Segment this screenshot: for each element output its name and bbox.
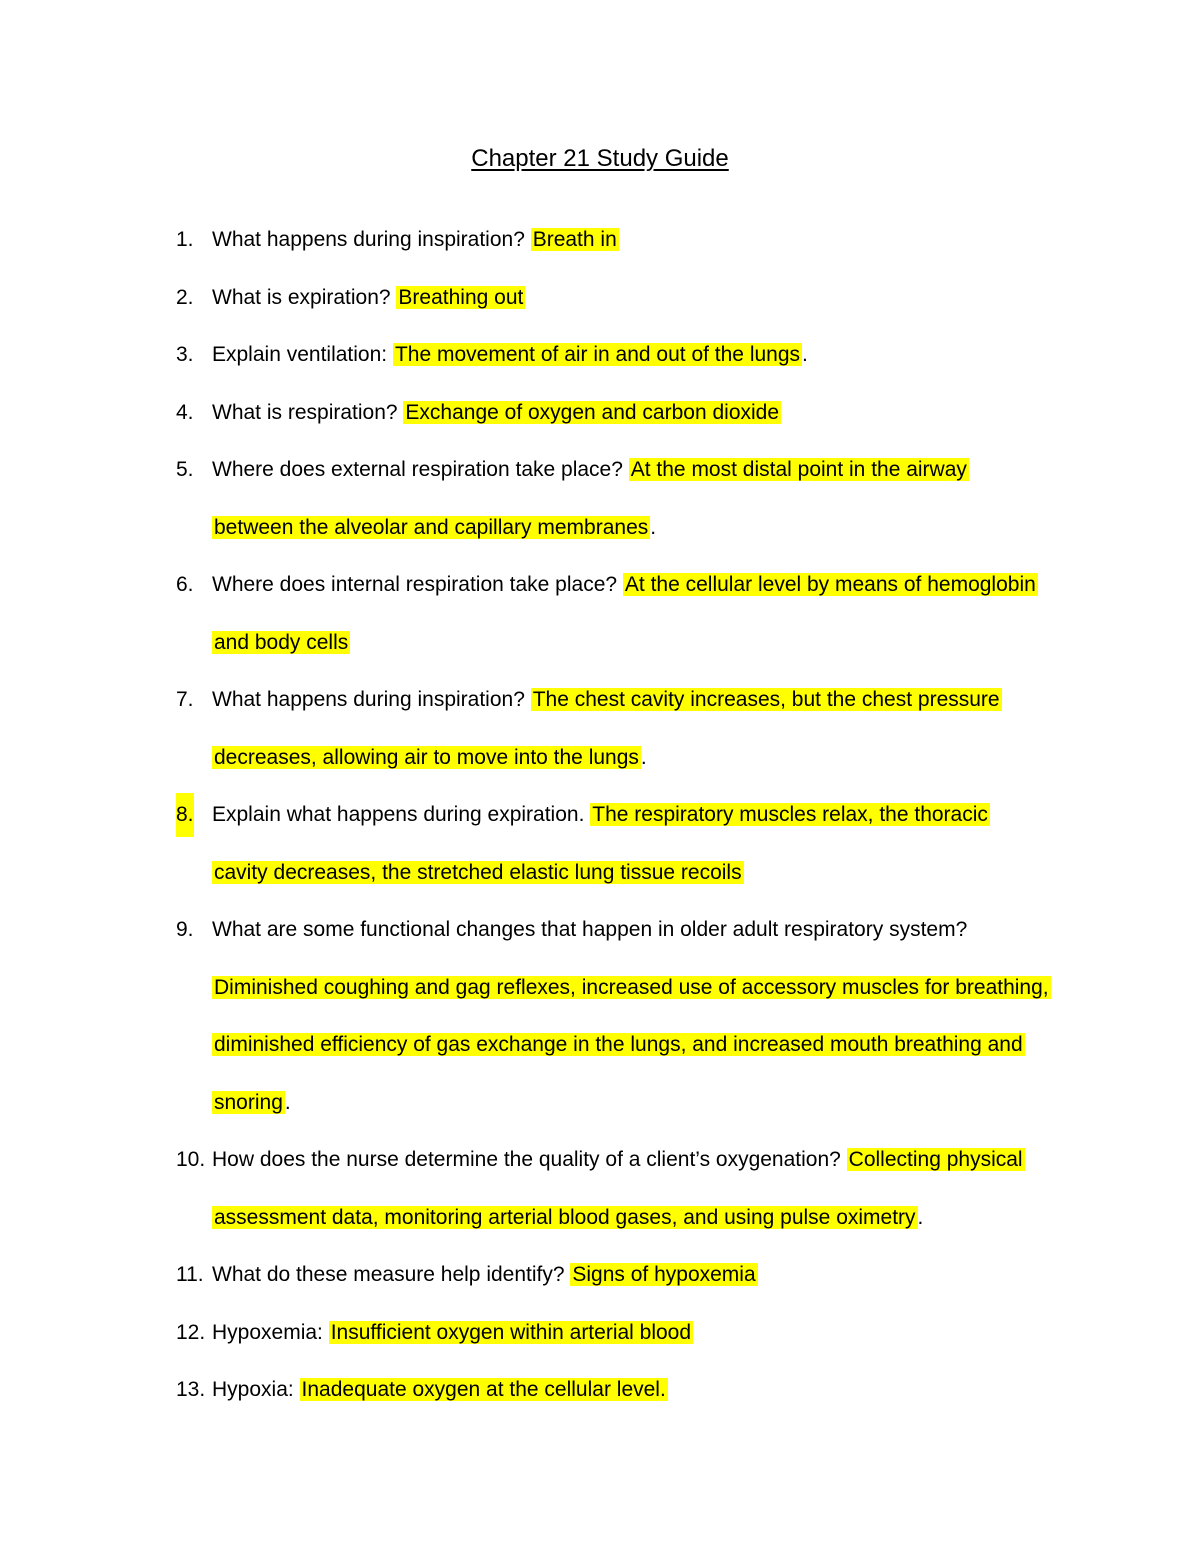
question-number: 3. xyxy=(176,343,194,366)
question-line xyxy=(0,1081,1200,1139)
answer-punctuation: . xyxy=(802,343,808,366)
question-number: 10. xyxy=(176,1148,206,1171)
question-line xyxy=(0,678,1200,736)
line-text xyxy=(212,851,744,895)
line-text xyxy=(212,333,808,377)
line-text xyxy=(212,391,781,435)
line-text xyxy=(212,1023,1025,1067)
highlighted-answer: Exchange of oxygen and carbon dioxide xyxy=(405,400,780,424)
question-text: What happens during inspiration? xyxy=(212,228,531,251)
question-number: 8. xyxy=(176,793,194,837)
line-text xyxy=(212,1138,1025,1182)
question-number: 1. xyxy=(176,228,194,251)
highlighted-answer: Breath in xyxy=(532,228,617,251)
highlighted-answer: Breathing out xyxy=(398,285,524,309)
line-text xyxy=(212,1311,693,1355)
highlighted-answer: Collecting physical xyxy=(848,1148,1023,1171)
line-text xyxy=(212,621,350,665)
question-text: Explain ventilation: xyxy=(212,343,393,366)
question-number: 12. xyxy=(176,1320,206,1344)
question-text: What is expiration? xyxy=(212,285,397,309)
highlighted-answer: At the most distal point in the airway xyxy=(630,458,967,481)
question-number: 13. xyxy=(176,1378,206,1401)
question-line xyxy=(0,793,1200,851)
line-text xyxy=(212,506,656,550)
question-line xyxy=(0,1196,1200,1254)
question-line xyxy=(0,218,1200,276)
question-number: 11. xyxy=(176,1263,204,1286)
line-text xyxy=(212,1196,923,1240)
question-line xyxy=(0,1311,1200,1369)
question-text: How does the nurse determine the quality of a client’s oxygenation? xyxy=(212,1148,847,1171)
question-line xyxy=(0,563,1200,621)
line-text xyxy=(212,1081,291,1125)
question-text: What happens during inspiration? xyxy=(212,688,531,711)
question-text: Hypoxemia: xyxy=(212,1320,329,1344)
question-line xyxy=(0,333,1200,391)
question-number: 2. xyxy=(176,285,194,309)
highlighted-answer: between the alveolar and capillary membranes xyxy=(214,515,649,539)
question-text: What do these measure help identify? xyxy=(212,1263,571,1286)
line-text xyxy=(212,218,619,262)
question-text: Where does external respiration take place? xyxy=(212,458,629,481)
question-line xyxy=(0,966,1200,1024)
question-line xyxy=(0,621,1200,679)
question-line xyxy=(0,1023,1200,1081)
question-text: What are some functional changes that happen in older adult respiratory system? xyxy=(212,918,968,941)
highlighted-answer: diminished efficiency of gas exchange in the lungs, and increased mouth breathing and xyxy=(214,1033,1023,1056)
question-line xyxy=(0,851,1200,909)
line-text xyxy=(212,1368,668,1412)
line-text xyxy=(212,1253,758,1297)
question-line xyxy=(0,391,1200,449)
question-line xyxy=(0,448,1200,506)
answer-punctuation: . xyxy=(640,745,647,769)
highlighted-answer: At the cellular level by means of hemoglobin xyxy=(624,573,1036,596)
line-text xyxy=(212,678,1002,722)
answer-punctuation: . xyxy=(284,1090,291,1114)
question-text: What is respiration? xyxy=(212,400,404,424)
highlighted-answer: snoring xyxy=(214,1090,283,1114)
line-text xyxy=(212,736,647,780)
answer-punctuation: . xyxy=(917,1205,924,1229)
line-text xyxy=(212,276,525,320)
question-number: 9. xyxy=(176,918,194,941)
highlighted-answer: Insufficient oxygen within arterial blood xyxy=(330,1320,692,1344)
question-line xyxy=(0,276,1200,334)
highlighted-answer: Signs of hypoxemia xyxy=(572,1263,756,1286)
question-text: Hypoxia: xyxy=(212,1378,300,1401)
question-text: Explain what happens during expiration. xyxy=(212,803,591,826)
highlighted-answer: The chest cavity increases, but the chest pressure xyxy=(532,688,1000,711)
question-line xyxy=(0,1253,1200,1311)
question-number: 7. xyxy=(176,688,194,711)
question-line xyxy=(0,1138,1200,1196)
line-text xyxy=(212,793,990,837)
highlighted-answer: Diminished coughing and gag reflexes, increased use of accessory muscles for breathing, xyxy=(214,975,1049,999)
highlighted-answer: assessment data, monitoring arterial blood gases, and using pulse oximetry xyxy=(214,1205,916,1229)
question-number: 6. xyxy=(176,573,194,596)
question-text: Where does internal respiration take place? xyxy=(212,573,623,596)
highlighted-answer: cavity decreases, the stretched elastic lung tissue recoils xyxy=(214,860,742,884)
highlighted-answer: Inadequate oxygen at the cellular level. xyxy=(301,1378,666,1401)
question-line xyxy=(0,1368,1200,1426)
question-line xyxy=(0,506,1200,564)
highlighted-answer: The respiratory muscles relax, the thoracic xyxy=(592,803,988,826)
line-text xyxy=(212,908,967,952)
line-text xyxy=(212,448,969,492)
line-text xyxy=(212,966,1051,1010)
question-number: 4. xyxy=(176,400,194,424)
answer-punctuation: . xyxy=(650,515,657,539)
highlighted-answer: The movement of air in and out of the lungs xyxy=(394,343,801,366)
line-text xyxy=(212,563,1038,607)
highlighted-answer: and body cells xyxy=(214,630,349,654)
highlighted-answer: decreases, allowing air to move into the lungs xyxy=(214,745,639,769)
document-title: Chapter 21 Study Guide xyxy=(471,145,729,172)
question-number: 5. xyxy=(176,458,194,481)
question-line xyxy=(0,736,1200,794)
question-line xyxy=(0,908,1200,966)
question-list xyxy=(0,218,1200,1426)
